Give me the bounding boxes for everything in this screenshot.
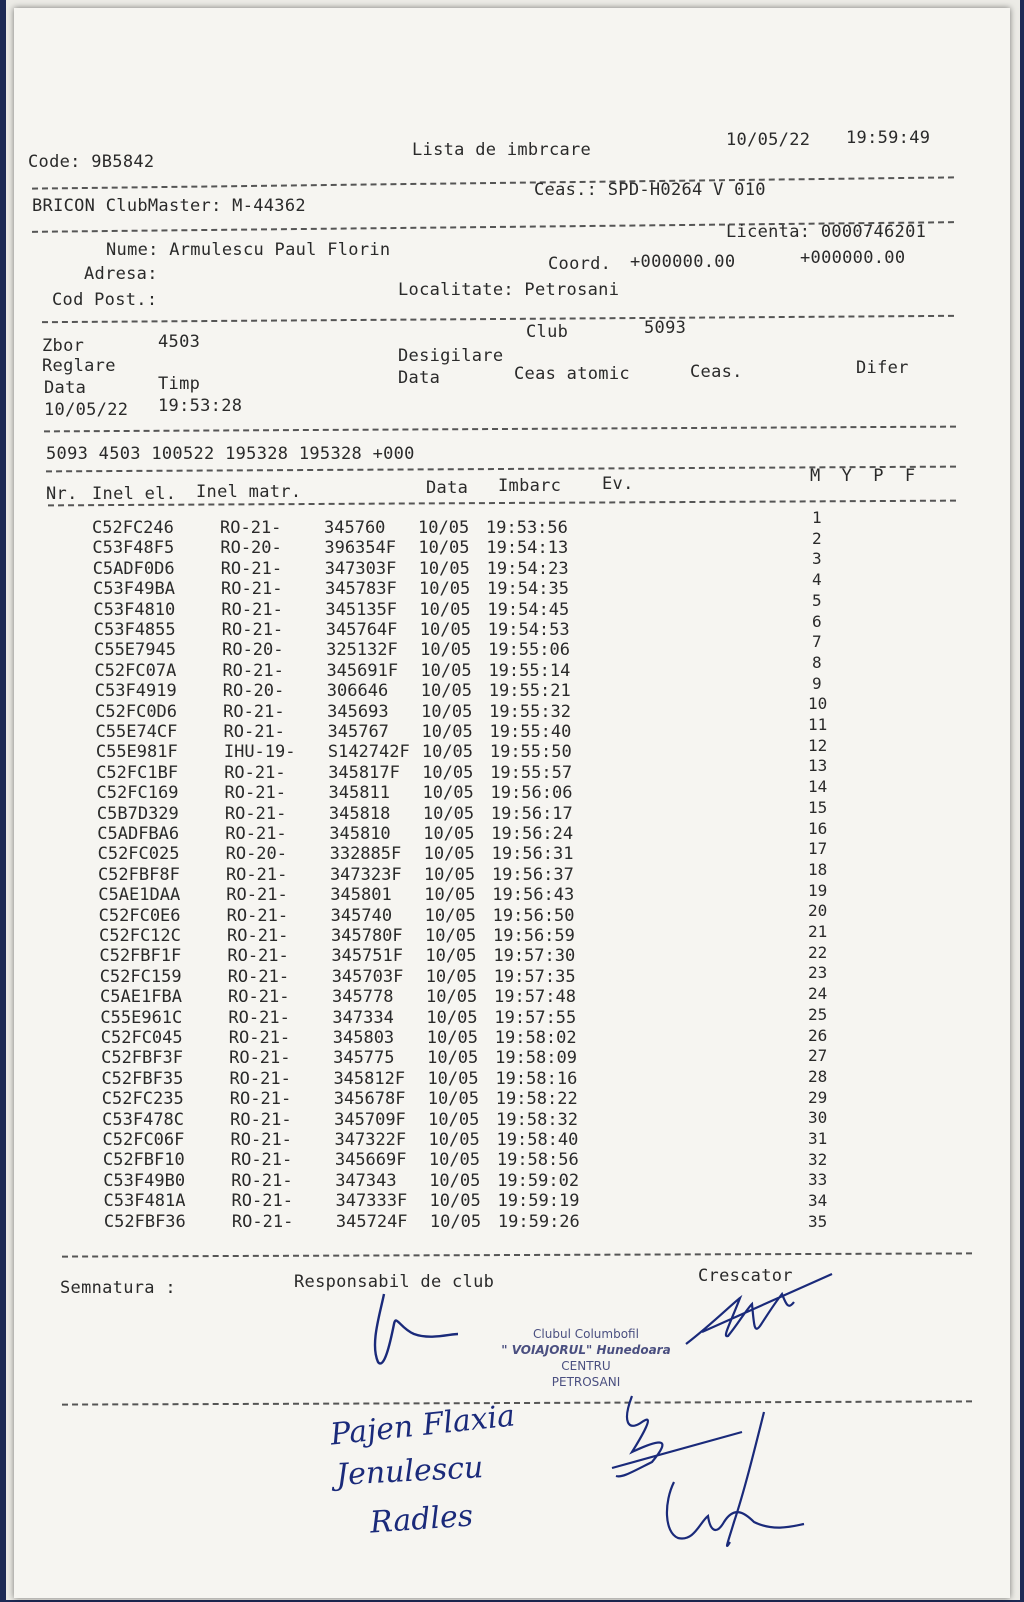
coord-value-2: +000000.00 (800, 248, 906, 268)
row-inel-matr: 345780F (331, 926, 403, 946)
row-inel-el: C53F48F5 (92, 538, 175, 559)
row-date: 10/05 (422, 762, 474, 783)
row-inel-el: C53F4810 (93, 599, 176, 620)
clubmaster-label: BRICON ClubMaster: M-44362 (32, 196, 306, 216)
row-time: 19:59:19 (497, 1191, 580, 1212)
row-date: 10/05 (421, 701, 473, 722)
row-inel-matr: 345760 (324, 518, 386, 538)
mypf-row-number: 24 (808, 984, 828, 1004)
row-series: RO-21- (229, 1089, 292, 1110)
row-date: 10/05 (421, 722, 473, 742)
divider (44, 426, 956, 433)
row-time: 19:54:23 (486, 558, 569, 579)
mypf-row-number: 34 (808, 1191, 828, 1211)
handwritten-name-1: Pajen Flaxia (328, 1398, 517, 1453)
mypf-row-number: 17 (808, 839, 828, 859)
mypf-row-number: 7 (812, 632, 822, 652)
row-time: 19:55:40 (489, 722, 572, 742)
mypf-row-number: 8 (812, 652, 822, 672)
row-inel-el: C5ADF0D6 (92, 558, 175, 579)
row-series: RO-21- (226, 905, 289, 926)
row-time: 19:59:02 (497, 1170, 580, 1191)
row-date: 10/05 (419, 579, 471, 600)
row-inel-el: C52FBF1F (99, 946, 182, 967)
row-series: RO-21- (220, 518, 282, 538)
mypf-row-number: 4 (812, 570, 822, 590)
row-inel-matr: 345691F (326, 660, 399, 681)
reglare-time: 19:53:28 (158, 396, 243, 416)
clock-label: Ceas.: SPD-H0264 V 010 (534, 180, 766, 200)
row-date: 10/05 (425, 966, 477, 987)
row-inel-el: C53F481A (103, 1191, 186, 1212)
row-series: RO-21- (221, 579, 283, 600)
stamp-line: PETROSANI (551, 1375, 621, 1389)
row-time: 19:55:06 (488, 640, 570, 661)
row-inel-el: C53F49BA (93, 579, 175, 600)
row-date: 10/05 (428, 1150, 481, 1171)
row-time: 19:58:09 (495, 1048, 577, 1069)
row-inel-matr: 345703F (331, 966, 404, 987)
mypf-row-number: 25 (808, 1004, 828, 1024)
row-inel-el: C5B7D329 (96, 803, 179, 824)
row-inel-matr: 345818 (328, 803, 391, 824)
address-label: Adresa: (84, 264, 158, 284)
handwritten-name-2: Jenulescu (335, 1450, 485, 1493)
divider (62, 1252, 972, 1257)
row-inel-el: C52FC12C (99, 926, 181, 946)
owner-name: Nume: Armulescu Paul Florin (106, 240, 391, 260)
row-time: 19:56:17 (490, 803, 573, 824)
col-ev: Ev. (602, 474, 634, 494)
mypf-row-number: 18 (808, 859, 828, 879)
row-inel-matr: 345812F (333, 1068, 406, 1089)
row-time: 19:58:56 (496, 1150, 579, 1171)
row-date: 10/05 (425, 946, 477, 967)
zbor-value: 4503 (158, 332, 201, 352)
row-time: 19:58:16 (495, 1068, 578, 1089)
col-imbarc: Imbarc (498, 476, 562, 496)
coord-label: Coord. (548, 254, 612, 274)
row-time: 19:58:22 (495, 1089, 578, 1110)
row-inel-matr: 345783F (325, 579, 397, 600)
mypf-row-number: 22 (808, 942, 828, 962)
row-time: 19:58:02 (494, 1028, 577, 1048)
witness-signature-2 (644, 1412, 804, 1562)
row-inel-matr: 345764F (325, 620, 398, 640)
row-series: RO-21- (223, 701, 285, 722)
row-series: RO-21- (227, 966, 290, 987)
row-inel-matr: 347322F (334, 1130, 407, 1150)
row-series: RO-21- (231, 1191, 293, 1212)
row-time: 19:57:55 (494, 1007, 577, 1028)
row-series: RO-21- (230, 1109, 292, 1130)
row-inel-el: C52FBF10 (102, 1150, 185, 1171)
row-date: 10/05 (420, 681, 472, 702)
row-date: 10/05 (423, 844, 475, 865)
col-nr: Nr. (46, 484, 78, 504)
row-inel-el: C55E961C (100, 1007, 183, 1028)
mypf-row-number: 11 (808, 715, 828, 734)
row-inel-el: C52FBF36 (103, 1211, 186, 1232)
row-date: 10/05 (427, 1048, 479, 1069)
club-value: 5093 (644, 318, 687, 338)
row-inel-matr: 345678F (333, 1089, 406, 1110)
row-series: RO-21- (221, 620, 284, 640)
row-date: 10/05 (418, 558, 470, 579)
row-series: RO-21- (228, 1007, 290, 1028)
row-inel-matr: 345751F (331, 946, 403, 967)
row-series: RO-21- (229, 1048, 291, 1069)
stamp-line: Clubul Columbofil (533, 1327, 639, 1341)
row-series: RO-21- (221, 599, 283, 620)
row-inel-el: C52FC169 (96, 783, 179, 804)
row-series: RO-20- (222, 640, 284, 661)
row-inel-el: C53F478C (102, 1109, 185, 1130)
document-title: Lista de imbrcare (412, 140, 592, 160)
row-inel-el: C52FC246 (92, 518, 174, 538)
row-date: 10/05 (422, 803, 475, 824)
row-inel-matr: 345669F (334, 1150, 407, 1171)
row-inel-matr: 347323F (329, 864, 402, 885)
row-inel-el: C53F4855 (93, 620, 176, 640)
row-time: 19:56:50 (492, 905, 575, 926)
row-series: RO-20- (220, 538, 282, 559)
postcode-label: Cod Post.: (52, 290, 158, 310)
row-time: 19:56:37 (491, 864, 574, 885)
row-date: 10/05 (423, 864, 476, 885)
data-label: Data (44, 378, 87, 398)
row-inel-el: C5ADFBA6 (97, 824, 180, 844)
divider (42, 315, 954, 323)
breeder-signature (682, 1274, 832, 1354)
row-date: 10/05 (428, 1109, 480, 1130)
row-series: RO-21- (224, 783, 286, 804)
row-date: 10/05 (418, 518, 470, 538)
mypf-row-number: 31 (808, 1129, 828, 1148)
row-date: 10/05 (427, 1068, 479, 1089)
row-inel-matr: 347334 (332, 1007, 394, 1028)
row-date: 10/05 (424, 885, 476, 906)
row-date: 10/05 (420, 660, 472, 681)
row-inel-el: C52FC235 (101, 1089, 184, 1110)
mypf-row-number: 9 (812, 673, 822, 693)
row-series: RO-21- (228, 1028, 291, 1048)
row-time: 19:55:32 (489, 701, 572, 722)
club-stamp (476, 1326, 696, 1390)
reglare-date: 10/05/22 (44, 400, 129, 420)
stamp-line: CENTRU (561, 1359, 611, 1373)
row-series: RO-21- (231, 1170, 293, 1191)
row-date: 10/05 (423, 824, 475, 844)
header-date: 10/05/22 (726, 130, 811, 150)
row-time: 19:56:59 (493, 926, 575, 946)
divider (62, 1400, 972, 1405)
row-series: RO-20- (222, 681, 285, 702)
club-label: Club (526, 322, 569, 342)
row-time: 19:56:24 (491, 824, 574, 844)
mypf-row-number: 29 (808, 1087, 828, 1107)
row-date: 10/05 (428, 1130, 480, 1150)
mypf-row-number: 6 (812, 611, 822, 631)
license-label: Licenta: 0000746201 (726, 222, 927, 242)
mypf-row-number: 10 (808, 694, 828, 714)
row-series: RO-21- (225, 864, 288, 885)
row-inel-matr: 325132F (326, 640, 398, 661)
row-time: 19:57:30 (493, 946, 576, 967)
mypf-row-number: 14 (808, 777, 828, 797)
row-inel-el: C53F49B0 (103, 1170, 186, 1191)
ceas-label: Ceas. (690, 362, 743, 382)
row-time: 19:54:53 (487, 620, 570, 640)
row-time: 19:57:35 (493, 966, 576, 987)
desigilare-label: Desigilare (398, 346, 504, 366)
header-time: 19:59:49 (846, 128, 931, 148)
row-date: 10/05 (420, 640, 472, 661)
row-inel-el: C52FC0D6 (95, 701, 178, 722)
mypf-row-number: 12 (808, 735, 828, 755)
data-label-2: Data (398, 368, 441, 388)
row-series: RO-20- (225, 844, 288, 865)
breeder-label: Crescator (698, 1266, 793, 1286)
row-time: 19:54:35 (487, 579, 569, 600)
mypf-row-number: 33 (808, 1170, 828, 1190)
row-time: 19:58:40 (496, 1130, 579, 1150)
row-inel-el: C52FC06F (102, 1130, 185, 1150)
mypf-row-number: 32 (808, 1149, 828, 1169)
row-series: RO-21- (229, 1068, 291, 1089)
row-time: 19:55:14 (488, 660, 571, 681)
col-data: Data (426, 478, 469, 498)
row-time: 19:55:21 (488, 681, 571, 702)
row-inel-el: C52FBF8F (97, 864, 180, 885)
row-series: RO-21- (220, 558, 283, 579)
locality-label: Localitate: Petrosani (398, 280, 620, 300)
row-inel-matr: 345817F (328, 762, 400, 783)
row-date: 10/05 (429, 1191, 481, 1212)
row-date: 10/05 (426, 987, 478, 1008)
row-time: 19:56:31 (491, 844, 574, 865)
row-inel-matr: 345801 (330, 885, 392, 906)
row-time: 19:58:32 (496, 1109, 579, 1130)
row-inel-el: C53F4919 (94, 681, 177, 702)
row-series: RO-21- (227, 926, 289, 946)
row-inel-matr: 396354F (324, 538, 396, 559)
col-inel-el: Inel el. (92, 484, 177, 504)
divider (48, 500, 956, 507)
row-inel-el: C52FC045 (100, 1028, 183, 1048)
col-mypf: M Y P F (810, 466, 916, 486)
row-inel-matr: 345740 (330, 905, 393, 926)
row-inel-matr: S142742F (327, 742, 410, 763)
row-inel-el: C52FC159 (99, 966, 182, 987)
row-inel-matr: 347343 (335, 1170, 397, 1191)
row-series: RO-21- (230, 1150, 293, 1171)
row-time: 19:59:26 (497, 1211, 580, 1232)
mypf-row-number: 15 (808, 797, 828, 817)
row-date: 10/05 (427, 1089, 479, 1110)
row-inel-matr: 306646 (326, 681, 389, 702)
row-inel-el: C52FC1BF (96, 762, 179, 783)
row-inel-matr: 345724F (335, 1211, 408, 1232)
row-time: 19:54:13 (486, 538, 569, 559)
row-series: IHU-19- (223, 742, 296, 763)
row-inel-el: C5AE1DAA (98, 885, 181, 906)
mypf-row-number: 27 (808, 1046, 828, 1066)
code-label: Code: 9B5842 (28, 152, 155, 172)
row-inel-matr: 332885F (329, 844, 402, 865)
row-inel-matr: 345775 (333, 1048, 395, 1069)
row-inel-el: C55E74CF (95, 722, 178, 742)
row-date: 10/05 (429, 1211, 482, 1232)
row-date: 10/05 (424, 905, 476, 926)
row-time: 19:56:06 (490, 783, 573, 804)
mypf-row-number: 30 (808, 1108, 828, 1128)
difer-label: Difer (856, 358, 909, 378)
row-time: 19:55:57 (490, 762, 573, 783)
row-time: 19:57:48 (494, 987, 576, 1008)
flight-summary: 5093 4503 100522 195328 195328 +000 (46, 444, 415, 464)
row-time: 19:56:43 (492, 885, 575, 906)
row-date: 10/05 (418, 538, 470, 559)
mypf-row-number: 23 (808, 963, 828, 983)
row-inel-el: C55E981F (95, 742, 178, 763)
row-inel-matr: 347333F (335, 1191, 408, 1212)
row-inel-matr: 345803 (332, 1028, 395, 1048)
row-time: 19:53:56 (486, 518, 568, 538)
reglare-label: Reglare (42, 356, 116, 376)
timp-label: Timp (158, 374, 201, 394)
row-series: RO-21- (225, 824, 287, 844)
responsible-signature (354, 1284, 464, 1374)
signature-label: Semnatura : (60, 1278, 176, 1298)
row-series: RO-21- (228, 987, 290, 1008)
row-series: RO-21- (223, 722, 285, 742)
coord-value-1: +000000.00 (630, 252, 736, 272)
mypf-row-number: 16 (808, 818, 828, 838)
row-time: 19:54:45 (487, 599, 570, 620)
row-inel-matr: 345693 (327, 701, 389, 722)
row-inel-el: C52FC025 (97, 844, 180, 865)
row-date: 10/05 (419, 620, 471, 640)
row-inel-el: C5AE1FBA (100, 987, 182, 1008)
row-date: 10/05 (421, 742, 474, 763)
zbor-label: Zbor (42, 336, 85, 356)
row-inel-el: C52FC07A (94, 660, 177, 681)
mypf-row-number: 20 (808, 901, 828, 921)
mypf-row-number: 35 (808, 1211, 828, 1231)
mypf-row-number: 26 (808, 1025, 828, 1045)
row-date: 10/05 (425, 926, 477, 946)
row-series: RO-21- (222, 660, 284, 681)
row-series: RO-21- (230, 1130, 292, 1150)
ceas-atomic-label: Ceas atomic (514, 364, 630, 384)
mypf-row-number: 1 (812, 508, 822, 527)
document-page (14, 8, 1010, 1598)
mypf-row-number: 13 (808, 756, 828, 776)
mypf-row-number: 21 (808, 922, 828, 941)
stamp-line: " VOIAJORUL" Hunedoara (501, 1343, 671, 1357)
row-series: RO-21- (226, 885, 288, 906)
mypf-row-number: 5 (812, 590, 822, 610)
row-date: 10/05 (429, 1170, 481, 1191)
row-inel-el: C55E7945 (94, 640, 176, 661)
row-inel-el: C52FBF3F (101, 1048, 183, 1069)
row-inel-matr: 345767 (327, 722, 389, 742)
row-series: RO-21- (231, 1211, 294, 1232)
row-date: 10/05 (426, 1007, 478, 1028)
row-series: RO-21- (224, 803, 287, 824)
row-inel-el: C52FC0E6 (98, 905, 181, 926)
mypf-row-number: 19 (808, 880, 828, 900)
row-series: RO-21- (227, 946, 289, 967)
row-inel-matr: 347303F (324, 558, 397, 579)
divider (32, 176, 954, 189)
row-date: 10/05 (422, 783, 474, 804)
row-inel-matr: 345811 (328, 783, 390, 804)
mypf-row-number: 2 (812, 528, 822, 548)
row-inel-el: C52FBF35 (101, 1068, 184, 1089)
row-date: 10/05 (419, 599, 471, 620)
mypf-row-number: 28 (808, 1066, 828, 1086)
row-date: 10/05 (426, 1028, 478, 1048)
row-inel-matr: 345135F (325, 599, 398, 620)
row-time: 19:55:50 (489, 742, 572, 763)
responsible-label: Responsabil de club (294, 1272, 495, 1292)
row-series: RO-21- (224, 762, 286, 783)
handwritten-name-3: Radles (368, 1498, 475, 1541)
mypf-row-number: 3 (812, 549, 822, 569)
row-inel-matr: 345810 (329, 824, 391, 844)
row-inel-matr: 345709F (334, 1109, 406, 1130)
col-inel-matr: Inel matr. (196, 482, 302, 502)
row-inel-matr: 345778 (332, 987, 394, 1008)
